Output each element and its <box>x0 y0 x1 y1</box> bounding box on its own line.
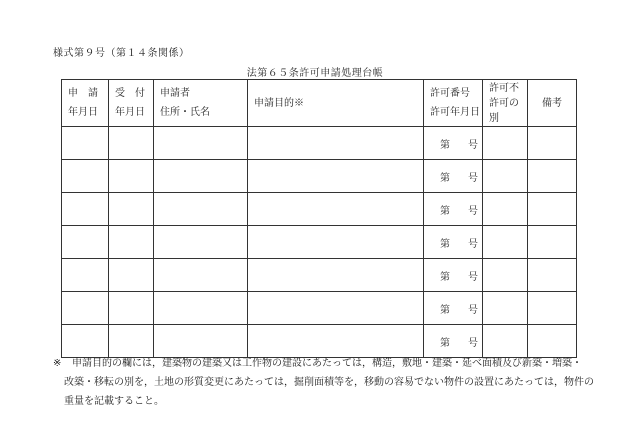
header-line: 受 付 <box>115 88 145 99</box>
table-row <box>62 193 577 226</box>
ledger-title: 法第６５条許可申請処理台帳 <box>246 68 384 79</box>
number-prefix: 第 <box>440 205 450 217</box>
number-suffix: 号 <box>468 304 478 316</box>
cell-remarks[interactable] <box>528 226 577 259</box>
cell-application-date[interactable] <box>62 127 109 160</box>
header-line: 申 請 <box>68 88 98 99</box>
cell-permit-number[interactable] <box>424 325 483 358</box>
footnote-line: 重量を記載すること。 <box>64 396 164 407</box>
cell-application-date[interactable] <box>62 160 109 193</box>
header-line: 申請目的※ <box>254 97 304 109</box>
header-permit-number <box>424 80 483 127</box>
header-line: 年月日 <box>115 107 145 118</box>
cell-permit-decision[interactable] <box>483 193 528 226</box>
number-prefix: 第 <box>440 271 450 283</box>
number-suffix: 号 <box>468 205 478 217</box>
header-remarks <box>528 80 577 127</box>
cell-permit-number[interactable] <box>424 193 483 226</box>
number-prefix: 第 <box>440 139 450 151</box>
cell-permit-decision[interactable] <box>483 160 528 193</box>
footnote-line: 改築・移転の別を，土地の形質変更にあたっては，掘削面積等を，移動の容易でない物件の設置にあたっては，物件の <box>64 377 594 388</box>
cell-receipt-date[interactable] <box>109 127 154 160</box>
cell-applicant[interactable] <box>154 160 248 193</box>
cell-permit-decision[interactable] <box>483 259 528 292</box>
header-line: 許可の <box>489 97 519 109</box>
cell-remarks[interactable] <box>528 259 577 292</box>
cell-permit-decision[interactable] <box>483 127 528 160</box>
header-line: 許可番号 <box>430 88 470 99</box>
cell-receipt-date[interactable] <box>109 292 154 325</box>
number-suffix: 号 <box>468 271 478 283</box>
cell-remarks[interactable] <box>528 160 577 193</box>
table-row <box>62 160 577 193</box>
cell-purpose[interactable] <box>248 160 424 193</box>
number-prefix: 第 <box>440 238 450 250</box>
footnote-mark: ※ <box>53 358 62 369</box>
header-application-date <box>62 80 109 127</box>
cell-receipt-date[interactable] <box>109 193 154 226</box>
header-permit-decision <box>483 80 528 127</box>
cell-permit-decision[interactable] <box>483 325 528 358</box>
cell-receipt-date[interactable] <box>109 226 154 259</box>
cell-purpose[interactable] <box>248 292 424 325</box>
table-row <box>62 259 577 292</box>
table-row <box>62 292 577 325</box>
cell-purpose[interactable] <box>248 226 424 259</box>
cell-permit-number[interactable] <box>424 292 483 325</box>
cell-remarks[interactable] <box>528 292 577 325</box>
header-line: 申請者 <box>160 88 190 99</box>
footnote-line: 申請目的の欄には，建築物の建築又は工作物の建設にあたっては，構造，敷地・建築・延べ面積及び新築・増築・ <box>72 358 582 369</box>
cell-purpose[interactable] <box>248 259 424 292</box>
number-prefix: 第 <box>440 337 450 349</box>
cell-applicant[interactable] <box>154 193 248 226</box>
table-row <box>62 325 577 358</box>
number-prefix: 第 <box>440 304 450 316</box>
number-suffix: 号 <box>468 337 478 349</box>
cell-application-date[interactable] <box>62 226 109 259</box>
cell-permit-number[interactable] <box>424 160 483 193</box>
cell-receipt-date[interactable] <box>109 160 154 193</box>
cell-application-date[interactable] <box>62 193 109 226</box>
header-line: 年月日 <box>68 107 98 118</box>
cell-application-date[interactable] <box>62 259 109 292</box>
cell-purpose[interactable] <box>248 193 424 226</box>
header-line: 許可不 <box>489 82 519 94</box>
cell-permit-number[interactable] <box>424 259 483 292</box>
cell-remarks[interactable] <box>528 193 577 226</box>
number-suffix: 号 <box>468 238 478 250</box>
cell-purpose[interactable] <box>248 325 424 358</box>
cell-permit-number[interactable] <box>424 226 483 259</box>
table-row <box>62 127 577 160</box>
table-header-row <box>62 80 577 127</box>
header-line: 備考 <box>542 97 562 109</box>
cell-purpose[interactable] <box>248 127 424 160</box>
cell-permit-decision[interactable] <box>483 226 528 259</box>
form-number-label: 様式第９号（第１４条関係） <box>53 48 190 59</box>
cell-remarks[interactable] <box>528 325 577 358</box>
header-applicant <box>154 80 248 127</box>
cell-applicant[interactable] <box>154 325 248 358</box>
cell-permit-number[interactable] <box>424 127 483 160</box>
cell-remarks[interactable] <box>528 127 577 160</box>
cell-applicant[interactable] <box>154 226 248 259</box>
header-line: 許可年月日 <box>430 107 480 118</box>
number-prefix: 第 <box>440 172 450 184</box>
table-row <box>62 226 577 259</box>
cell-receipt-date[interactable] <box>109 259 154 292</box>
header-receipt-date <box>109 80 154 127</box>
header-line: 住所・氏名 <box>160 107 210 118</box>
cell-applicant[interactable] <box>154 127 248 160</box>
cell-applicant[interactable] <box>154 259 248 292</box>
header-purpose <box>248 80 424 127</box>
cell-application-date[interactable] <box>62 292 109 325</box>
number-suffix: 号 <box>468 139 478 151</box>
cell-applicant[interactable] <box>154 292 248 325</box>
cell-receipt-date[interactable] <box>109 325 154 358</box>
permit-ledger-table <box>61 79 577 358</box>
footnote <box>53 354 594 411</box>
number-suffix: 号 <box>468 172 478 184</box>
footnote-body <box>53 354 594 411</box>
header-line: 別 <box>489 112 499 124</box>
cell-application-date[interactable] <box>62 325 109 358</box>
cell-permit-decision[interactable] <box>483 292 528 325</box>
